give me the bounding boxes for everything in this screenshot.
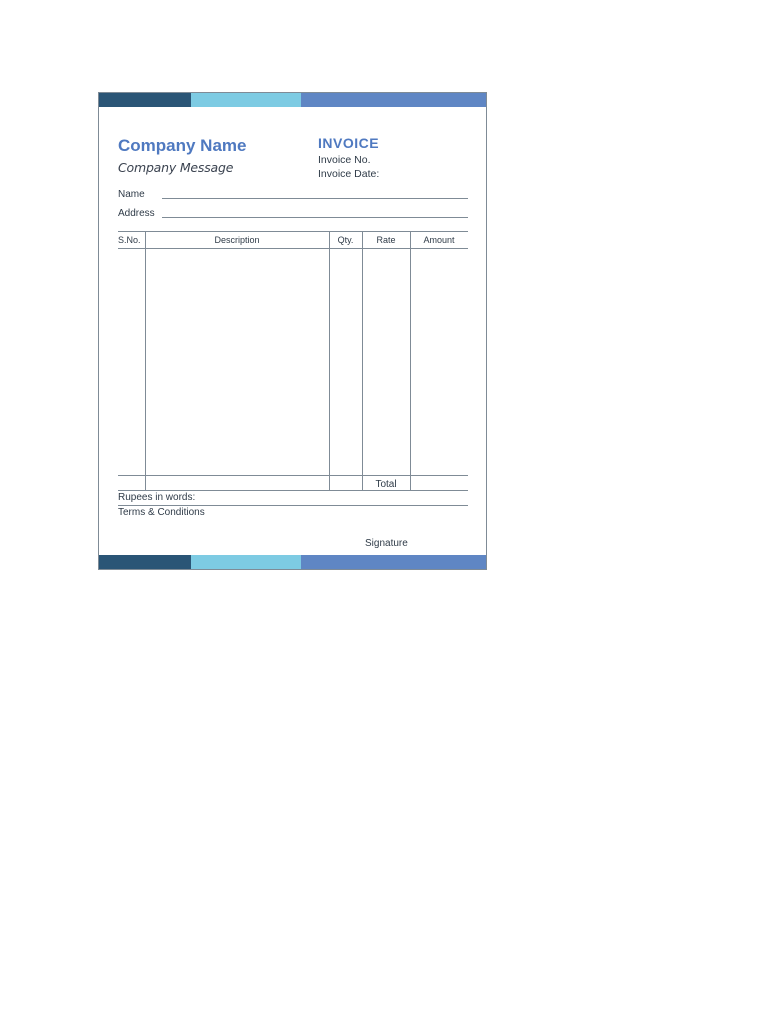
top-color-band: [99, 93, 486, 107]
total-label: Total: [375, 479, 397, 490]
header-qty: Qty.: [337, 235, 354, 245]
invoice-sheet: [98, 92, 487, 570]
band-segment-dark: [99, 555, 191, 569]
invoice-number-label: Invoice No.: [318, 154, 371, 166]
table-divider-description: [329, 231, 330, 490]
invoice-date-label: Invoice Date:: [318, 168, 380, 180]
customer-name-line: [162, 198, 468, 199]
rupees-in-words-rule: [118, 505, 468, 506]
company-name: Company Name: [118, 136, 247, 155]
table-divider-sno: [145, 231, 146, 490]
customer-name-label: Name: [118, 189, 145, 200]
invoice-title: INVOICE: [318, 135, 380, 151]
company-message: Company Message: [118, 160, 234, 175]
terms-conditions-label: Terms & Conditions: [118, 507, 205, 518]
band-segment-light: [191, 555, 301, 569]
signature-label: Signature: [365, 538, 408, 549]
header-sno: S.No.: [118, 235, 141, 245]
band-segment-dark: [99, 93, 191, 107]
table-header-rule: [118, 248, 468, 249]
header-rate: Rate: [376, 235, 396, 245]
customer-address-line: [162, 217, 468, 218]
header-description: Description: [214, 235, 260, 245]
rupees-in-words-label: Rupees in words:: [118, 492, 196, 503]
table-divider-qty: [362, 231, 363, 490]
customer-address-label: Address: [118, 208, 155, 219]
table-divider-rate: [410, 231, 411, 490]
bottom-color-band: [99, 555, 486, 569]
header-amount: Amount: [423, 235, 455, 245]
table-body-bottom-rule: [118, 475, 468, 476]
table-top-rule: [118, 231, 468, 232]
table-bottom-rule: [118, 490, 468, 491]
band-segment-mid: [301, 555, 486, 569]
band-segment-mid: [301, 93, 486, 107]
band-segment-light: [191, 93, 301, 107]
